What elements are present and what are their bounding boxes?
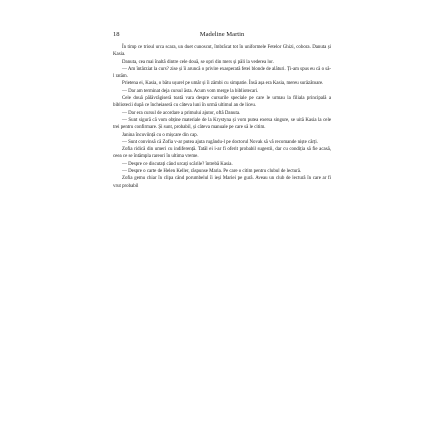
paragraph: În timp ce trioul urca scara, un duet cunoscut, îmbrăcat tot în uniformele Fetelor Ghizi, cobora. Danuta și Kasia. xyxy=(113,45,331,58)
page-header xyxy=(113,31,331,43)
paragraph: — Despre o carte de Helen Keller, răspunse Maria. Pe care o citim pentru clubul de lectură. xyxy=(122,169,302,175)
paragraph: Zofia gemu chiar în clipa când porumbelul îi ieși Mariei pe gură. Aveau un club de lectură în care ar fi vrut probabil xyxy=(113,176,331,189)
paragraph: — Sunt convinsă că Zofia v-ar putea ajuta rugându-l pe doctorul Novak să vă recomande niște cărți. xyxy=(122,139,318,145)
running-head-author: Madeline Martin xyxy=(199,31,245,38)
paragraph: — Dar era cursul de acordare a primului ajutor, oftă Danuta. xyxy=(122,110,241,116)
paragraph: Cele două pălăvrăgiseră toată vara despre cursurile speciale pe care le urmau la filiala principală a bibliotecii după ce încheiaseră cu câteva luni în urmă ultimul an de liceu. xyxy=(113,96,331,109)
paragraph: — Dar am terminat deja cursul ăsta. Acum vom merge la bibliotecari. xyxy=(122,88,259,94)
page-number: 18 xyxy=(113,31,120,38)
paragraph: — Despre ce discutați când urcați scările? întrebă Kasia. xyxy=(122,161,233,167)
paragraph: — Sunt sigură că vom obține materiale de la Krystyna și vom putea exersa singure, se uită Kasia la cele trei pentru confirmare. Și sunt, probabil, și câteva manuale pe care să le citim. xyxy=(113,117,331,131)
paragraph: Danuta, cea mai înaltă dintre cele două, se opri din mers și păli la vederea lor. xyxy=(122,59,274,65)
paragraph: Janina încuviință cu o mișcare din cap. xyxy=(122,132,198,138)
body-text xyxy=(113,44,331,190)
paragraph: Prietena ei, Kasia, o bătu ușurel pe umăr și îi zâmbi cu simpatie. Însă așa era Kasia, mereu surâzătoare. xyxy=(122,81,324,87)
paragraph: — Am întârziat la curs? zise și îi aruncă o privire exasperată fetei blonde de alături. Ți-am spus eu că o să-l ratăm. xyxy=(113,66,331,80)
paragraph: Zofia ridică din umeri cu indiferență. Tatăl ei i-ar fi oferit probabil sugestii, dar cu condiția să fie acasă, ceea ce se întâmpla rareori în ultima vreme. xyxy=(113,147,331,160)
